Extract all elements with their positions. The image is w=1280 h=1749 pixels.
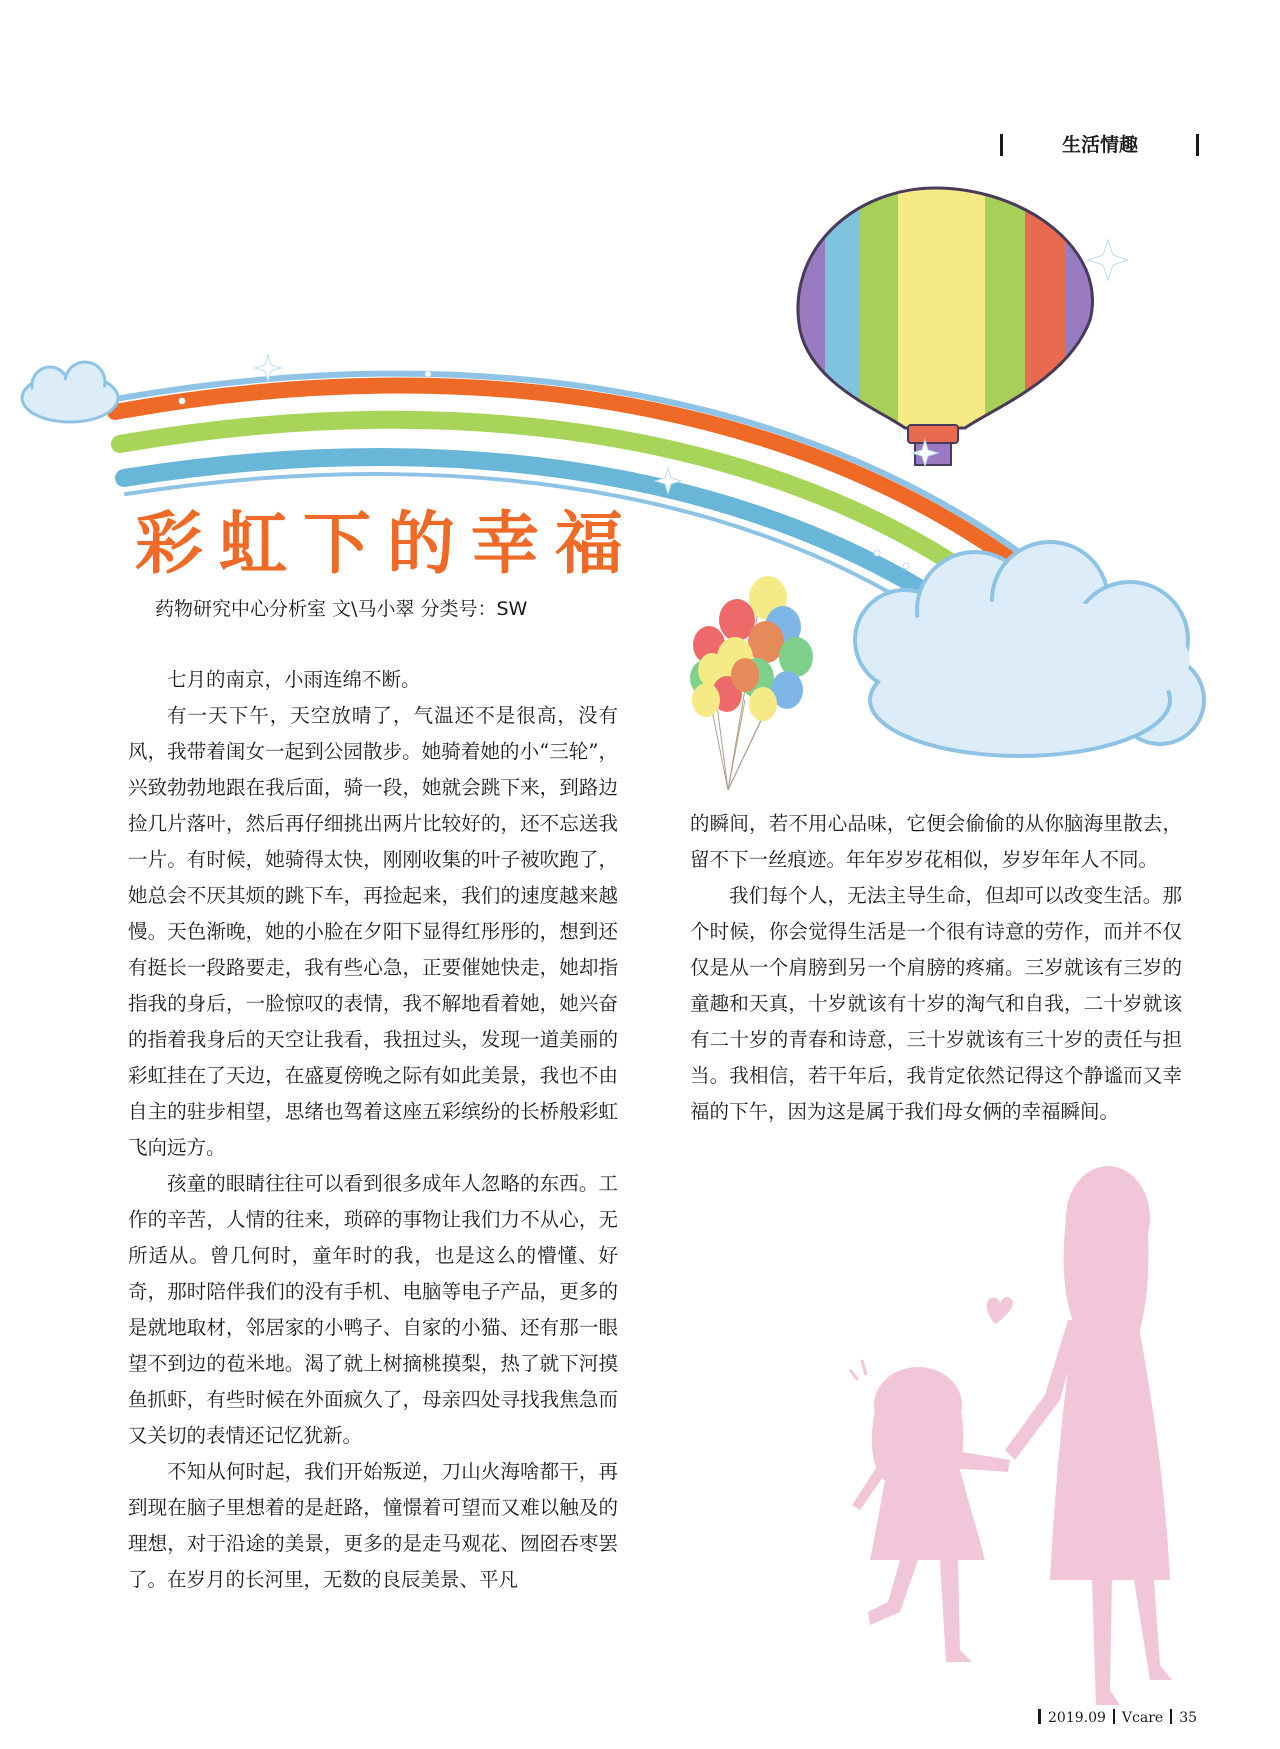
paragraph: 不知从何时起，我们开始叛逆，刀山火海啥都干，再到现在脑子里想着的是赶路，憧憬着可望而又难以触及的理想，对于沿途的美景，更多的是走马观花、囫囵吞枣罢了。在岁月的长河里，无数的良辰美景、平凡 — [128, 1460, 618, 1591]
paragraph: 我们每个人，无法主导生命，但却可以改变生活。那个时候，你会觉得生活是一个很有诗意的劳作，而并不仅仅是从一个肩膀到另一个肩膀的疼痛。三岁就该有三岁的童趣和天真，十岁就该有十岁的淘气和自我，二十岁就该有二十岁的青春和诗意，三十岁就该有三十岁的责任与担当。我相信，若干年后，我肯定依然记得这个静谧而又幸福的下午，因为这是属于我们母女俩的幸福瞬间。 — [690, 884, 1182, 1123]
small-cloud — [22, 362, 118, 422]
footer-rule — [1170, 1709, 1172, 1724]
section-label: 生活情趣 — [1061, 134, 1138, 156]
page-number: 35 — [1179, 1710, 1198, 1726]
article-byline: 药物研究中心分析室 文\马小翠 分类号：SW — [155, 598, 528, 620]
article-title: 彩虹下的幸福 — [135, 505, 640, 584]
page-footer — [1038, 1707, 1197, 1729]
balloon-bunch — [690, 576, 813, 790]
hot-air-balloon — [780, 180, 1115, 465]
magazine-name: Vcare — [1121, 1710, 1164, 1726]
footer-rule — [1113, 1709, 1115, 1724]
mother-daughter-silhouette — [850, 1166, 1172, 1705]
section-header — [1000, 132, 1200, 158]
header-right-rule — [1196, 134, 1199, 156]
paragraph: 孩童的眼睛往往可以看到很多成年人忽略的东西。工作的辛苦，人情的往来，琐碎的事物让我们力不从心，无所适从。曾几何时，童年时的我，也是这么的懵懂、好奇，那时陪伴我们的没有手机、电脑等电子产品，更多的是就地取材，邻居家的小鸭子、自家的小猫、还有那一眼望不到边的苞米地。渴了就上树摘桃摸梨，热了就下河摸鱼抓虾，有些时候在外面疯久了，母亲四处寻找我焦急而又关切的表情还记忆犹新。 — [128, 1172, 618, 1447]
paragraph: 的瞬间，若不用心品味，它便会偷偷的从你脑海里散去，留不下一丝痕迹。年年岁岁花相似，岁岁年年人不同。 — [690, 812, 1182, 871]
footer-rule — [1038, 1709, 1041, 1724]
paragraph: 七月的南京，小雨连绵不断。 — [167, 668, 421, 691]
body-column-left — [128, 662, 618, 1598]
body-column-right — [690, 806, 1182, 1130]
issue-date: 2019.09 — [1048, 1710, 1106, 1726]
heart — [987, 1297, 1013, 1324]
paragraph: 有一天下午，天空放晴了，气温还不是很高，没有风，我带着闺女一起到公园散步。她骑着她的小“三轮”，兴致勃勃地跟在我后面，骑一段，她就会跳下来，到路边捡几片落叶，然后再仔细挑出两片比较好的，还不忘送我一片。有时候，她骑得太快，刚刚收集的叶子被吹跑了，她总会不厌其烦的跳下车，再捡起来，我们的速度越来越慢。天色渐晚，她的小脸在夕阳下显得红彤彤的，想到还有挺长一段路要走，我有些心急，正要催她快走，她却指指我的身后，一脸惊叹的表情，我不解地看着她，她兴奋的指着我身后的天空让我看，我扭过头，发现一道美丽的彩虹挂在了天边，在盛夏傍晚之际有如此美景，我也不由自主的驻步相望，思绪也驾着这座五彩缤纷的长桥般彩虹飞向远方。 — [128, 704, 618, 1159]
